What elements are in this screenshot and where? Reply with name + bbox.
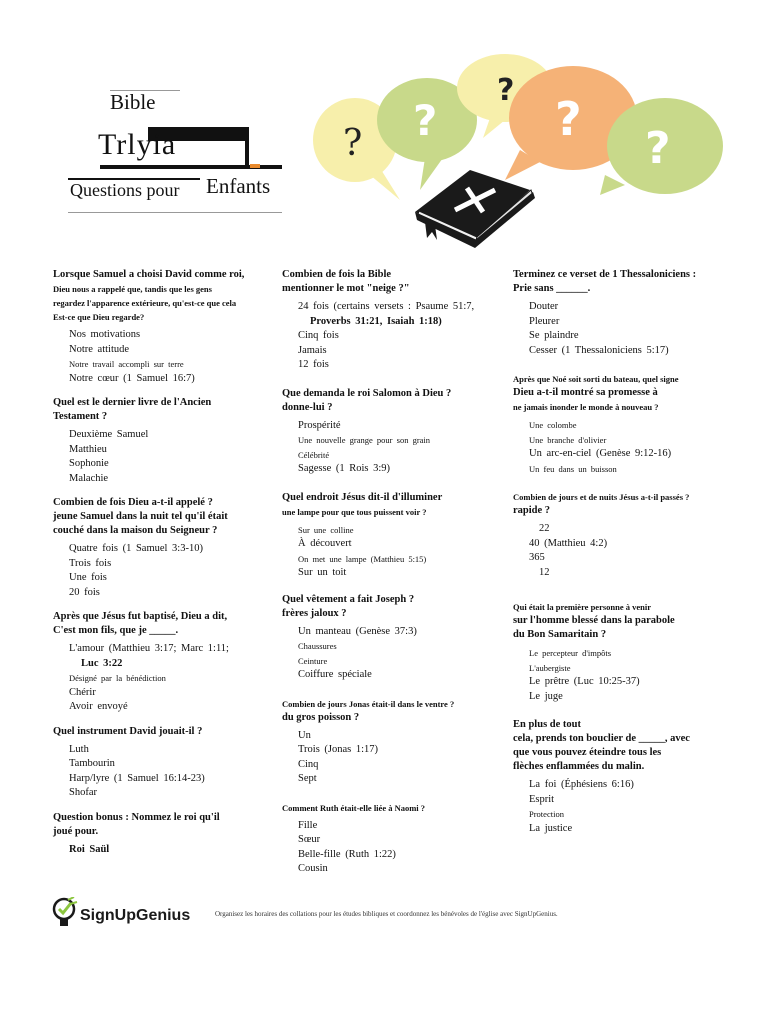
question-line: frères jaloux ? bbox=[282, 607, 347, 619]
answer-option: 24 fois (certains versets : Psaume 51:7, bbox=[298, 301, 475, 312]
answer-option: Protection bbox=[529, 809, 564, 819]
answer-option: Pleurer bbox=[529, 315, 560, 327]
answer-option: Nos motivations bbox=[69, 329, 141, 340]
question-line: joué pour. bbox=[53, 825, 99, 837]
question-line: En plus de tout bbox=[513, 719, 581, 730]
answer-option: Sœur bbox=[298, 834, 321, 845]
question-line: Testament ? bbox=[53, 411, 108, 422]
question-line: Quel endroit Jésus dit-il d'illuminer bbox=[282, 491, 443, 503]
question-text bbox=[282, 268, 507, 296]
question-mark-5: ? bbox=[645, 123, 671, 174]
quiz-question-block bbox=[53, 496, 278, 600]
answer-list bbox=[513, 778, 738, 836]
answer-option: L'aubergiste bbox=[529, 662, 571, 673]
answer-option: Roi Saül bbox=[69, 843, 110, 855]
answer-option: Matthieu bbox=[69, 443, 107, 455]
question-line: rapide ? bbox=[513, 505, 551, 516]
answer-option: Célébrité bbox=[298, 449, 330, 460]
quiz-question-block bbox=[53, 610, 278, 715]
answer-option: Notre travail accompli sur terre bbox=[69, 359, 184, 369]
answer-option: Un feu dans un buisson bbox=[529, 463, 617, 474]
answer-option: 12 bbox=[539, 566, 550, 578]
question-text bbox=[282, 593, 507, 621]
answer-list bbox=[282, 419, 507, 477]
question-text bbox=[53, 268, 278, 324]
answer-list bbox=[282, 729, 507, 787]
answer-option: Malachie bbox=[69, 472, 109, 484]
quiz-question-block bbox=[513, 718, 738, 836]
question-mark-3: ? bbox=[497, 73, 515, 108]
answer-option: Une colombe bbox=[529, 420, 577, 430]
answer-list bbox=[513, 522, 738, 580]
question-line: Combien de jours et de nuits Jésus a-t-il passés ? bbox=[513, 492, 690, 502]
question-line: Prie sans ______. bbox=[513, 283, 591, 294]
answer-list bbox=[53, 428, 278, 486]
answer-option: Tambourin bbox=[69, 758, 115, 769]
question-text bbox=[282, 697, 507, 725]
answer-list bbox=[282, 523, 507, 581]
answer-option: Cousin bbox=[298, 863, 328, 874]
answer-option: Sur un toit bbox=[298, 567, 347, 578]
answer-option: Une branche d'olivier bbox=[529, 434, 607, 445]
question-line: jeune Samuel dans la nuit tel qu'il était bbox=[53, 511, 228, 522]
answer-option: Le prêtre (Luc 10:25-37) bbox=[529, 676, 640, 687]
question-text bbox=[53, 610, 278, 638]
answer-option: 20 fois bbox=[69, 586, 100, 598]
quiz-question-block bbox=[53, 268, 278, 386]
quiz-question-block bbox=[282, 268, 507, 373]
quiz-question-block bbox=[513, 490, 738, 580]
question-line: ne jamais inonder le monde à nouveau ? bbox=[513, 402, 659, 412]
question-line: Est-ce que Dieu regarde? bbox=[53, 312, 145, 322]
question-line: flèches enflammées du malin. bbox=[513, 761, 645, 772]
answer-option: Cinq bbox=[298, 758, 319, 770]
answer-list bbox=[53, 542, 278, 600]
question-line: Après que Noé soit sorti du bateau, quel signe bbox=[513, 374, 679, 384]
question-line: couché dans la maison du Seigneur ? bbox=[53, 525, 218, 536]
question-line: sur l'homme blessé dans la parabole bbox=[513, 615, 675, 626]
answer-option: Un arc-en-ciel (Genèse 9:12-16) bbox=[529, 448, 672, 459]
quiz-question-block bbox=[53, 725, 278, 801]
answer-option: Sur une colline bbox=[298, 524, 354, 535]
answer-option: Sophonie bbox=[69, 458, 109, 469]
footer bbox=[50, 895, 730, 935]
question-text bbox=[53, 811, 278, 839]
answer-option: Trois (Jonas 1:17) bbox=[298, 744, 379, 755]
question-line: Terminez ce verset de 1 Thessaloniciens : bbox=[513, 269, 697, 280]
answer-option: Ceinture bbox=[298, 655, 328, 666]
answer-option: Un manteau (Genèse 37:3) bbox=[298, 625, 417, 637]
answer-list bbox=[513, 646, 738, 704]
question-line: du Bon Samaritain ? bbox=[513, 629, 607, 640]
answer-option: Shofar bbox=[69, 787, 97, 798]
answer-option: 12 fois bbox=[298, 359, 329, 370]
quiz-question-block bbox=[282, 491, 507, 581]
question-text bbox=[53, 396, 278, 424]
answer-list bbox=[513, 418, 738, 476]
logo-questions-text: Questions pour bbox=[68, 178, 200, 201]
answer-option: Notre cœur (1 Samuel 16:7) bbox=[69, 372, 195, 384]
logo-accent bbox=[250, 164, 260, 168]
answer-list bbox=[53, 642, 278, 715]
question-text bbox=[53, 496, 278, 538]
answer-option: Un bbox=[298, 729, 311, 741]
answer-option: Se plaindre bbox=[529, 330, 579, 341]
question-mark-1: ? bbox=[343, 123, 363, 164]
column-2 bbox=[282, 258, 507, 877]
logo-enfants-text: Enfants bbox=[206, 174, 271, 198]
question-line: Lorsque Samuel a choisi David comme roi, bbox=[53, 269, 245, 280]
column-3 bbox=[513, 258, 738, 836]
answer-option: Sept bbox=[298, 773, 317, 784]
quiz-question-block bbox=[513, 372, 738, 476]
answer-list bbox=[53, 743, 278, 801]
answer-option: Le juge bbox=[529, 690, 563, 702]
answer-list bbox=[282, 819, 507, 877]
answer-option: Harp/lyre (1 Samuel 16:14-23) bbox=[69, 772, 205, 784]
answer-list bbox=[53, 843, 278, 858]
logo-trivia-text: Trlyia bbox=[98, 128, 177, 161]
question-mark-2: ? bbox=[413, 96, 438, 145]
question-line: une lampe pour que tous puissent voir ? bbox=[282, 506, 427, 517]
question-text bbox=[282, 387, 507, 415]
question-line: que vous pouvez éteindre tous les bbox=[513, 747, 662, 758]
question-text bbox=[513, 268, 738, 296]
footer-text: Organisez les horaires des collations pour les études bibliques et coordonnez les bénévoles de l'église avec SignUpGenius. bbox=[215, 910, 558, 918]
answer-option: Notre attitude bbox=[69, 343, 130, 355]
answer-option: Quatre fois (1 Samuel 3:3-10) bbox=[69, 543, 203, 554]
answer-option: Une fois bbox=[69, 572, 107, 583]
answer-option: Belle-fille (Ruth 1:22) bbox=[298, 848, 396, 860]
answer-option: Coiffure spéciale bbox=[298, 669, 372, 680]
answer-option: 40 (Matthieu 4:2) bbox=[529, 537, 608, 549]
answer-option: Esprit bbox=[529, 793, 555, 805]
answer-option: Une nouvelle grange pour son grain bbox=[298, 435, 431, 445]
answer-option: Deuxième Samuel bbox=[69, 429, 149, 440]
answer-option: Douter bbox=[529, 301, 559, 312]
answer-option: Sagesse (1 Rois 3:9) bbox=[298, 463, 391, 474]
answer-option: À découvert bbox=[298, 538, 352, 549]
question-text bbox=[513, 718, 738, 774]
answer-option: Cinq fois bbox=[298, 330, 339, 341]
quiz-question-block bbox=[282, 697, 507, 787]
answer-option: Chérir bbox=[69, 686, 96, 698]
bible-book-icon bbox=[415, 170, 535, 248]
answer-option: Chaussures bbox=[298, 641, 337, 651]
question-text bbox=[513, 490, 738, 518]
quiz-question-block bbox=[53, 811, 278, 858]
quiz-question-block bbox=[513, 600, 738, 704]
trivia-logo bbox=[60, 82, 290, 222]
question-line: Quel instrument David jouait-il ? bbox=[53, 725, 203, 737]
answer-option: Luth bbox=[69, 743, 89, 755]
logo-bar-vertical bbox=[245, 127, 249, 165]
question-mark-4: ? bbox=[555, 92, 582, 146]
bible-question-bubbles-illustration bbox=[305, 50, 735, 250]
question-line: regardez l'apparence extérieure, qu'est-ce que cela bbox=[53, 298, 237, 308]
quiz-question-block bbox=[282, 593, 507, 683]
quiz-question-block bbox=[282, 387, 507, 477]
footer-brand: SignUpGenius bbox=[80, 907, 191, 924]
answer-option: On met une lampe (Matthieu 5:15) bbox=[298, 553, 427, 564]
answer-option: La foi (Éphésiens 6:16) bbox=[529, 779, 634, 790]
answer-option: L'amour (Matthieu 3:17; Marc 1:11; bbox=[69, 643, 229, 654]
question-line: Que demanda le roi Salomon à Dieu ? bbox=[282, 387, 452, 399]
answer-option: Avoir envoyé bbox=[69, 701, 128, 712]
question-line: Qui était la première personne à venir bbox=[513, 602, 652, 612]
answer-option: Fille bbox=[298, 819, 318, 831]
lightbulb-icon bbox=[52, 897, 78, 931]
question-line: Quel est le dernier livre de l'Ancien bbox=[53, 397, 212, 408]
question-text bbox=[282, 801, 507, 815]
answer-list bbox=[282, 625, 507, 683]
question-line: Question bonus : Nommez le roi qu'il bbox=[53, 811, 220, 823]
question-line: mentionner le mot "neige ?" bbox=[282, 283, 410, 294]
answer-option: Désigné par la bénédiction bbox=[69, 673, 166, 683]
logo-bible-text: Bible bbox=[110, 90, 156, 114]
question-line: Dieu a-t-il montré sa promesse à bbox=[513, 387, 658, 398]
answer-option: Jamais bbox=[298, 344, 327, 356]
answer-option: Le percepteur d'impôts bbox=[529, 648, 612, 658]
answer-option: Trois fois bbox=[69, 557, 112, 569]
answer-option: 365 bbox=[529, 552, 545, 563]
quiz-question-block bbox=[282, 801, 507, 877]
question-line: Dieu nous a rappelé que, tandis que les gens bbox=[53, 284, 212, 294]
answer-option: Proverbs 31:21, Isaiah 1:18) bbox=[310, 315, 442, 327]
question-text bbox=[513, 372, 738, 414]
question-line: Combien de jours Jonas était-il dans le ventre ? bbox=[282, 698, 455, 709]
column-1 bbox=[53, 258, 278, 857]
logo-bottom-rule bbox=[68, 212, 282, 213]
question-text bbox=[53, 725, 278, 739]
answer-list bbox=[513, 300, 738, 358]
answer-option: La justice bbox=[529, 822, 573, 834]
answer-list bbox=[282, 300, 507, 373]
question-line: cela, prends ton bouclier de _____, avec bbox=[513, 733, 690, 744]
answer-option: Luc 3:22 bbox=[81, 657, 123, 669]
answer-list bbox=[53, 328, 278, 386]
question-line: du gros poisson ? bbox=[282, 711, 360, 723]
question-line: Comment Ruth était-elle liée à Naomi ? bbox=[282, 802, 426, 813]
question-text bbox=[282, 491, 507, 519]
quiz-question-block bbox=[53, 396, 278, 486]
question-line: Combien de fois Dieu a-t-il appelé ? bbox=[53, 497, 213, 508]
answer-option: Cesser (1 Thessaloniciens 5:17) bbox=[529, 344, 669, 356]
question-line: Après que Jésus fut baptisé, Dieu a dit, bbox=[53, 611, 228, 622]
answer-option: 22 bbox=[539, 523, 550, 534]
question-line: C'est mon fils, que je _____. bbox=[53, 625, 179, 636]
quiz-question-block bbox=[513, 268, 738, 358]
question-line: Quel vêtement a fait Joseph ? bbox=[282, 593, 415, 605]
question-text bbox=[513, 600, 738, 642]
question-line: Combien de fois la Bible bbox=[282, 269, 392, 280]
answer-option: Prospérité bbox=[298, 419, 341, 431]
question-line: donne-lui ? bbox=[282, 401, 333, 413]
